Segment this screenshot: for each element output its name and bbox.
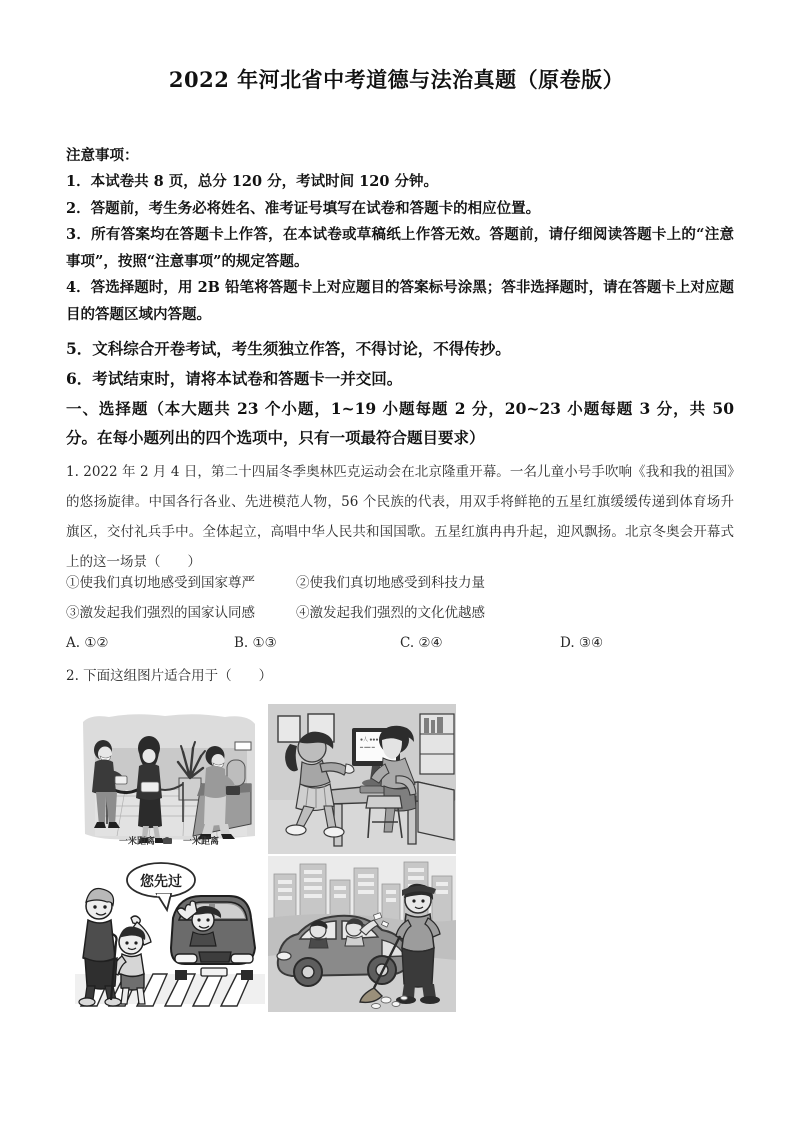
question-1-options [66, 630, 734, 656]
svg-text:●人 ●●●: ●人 ●●● [360, 737, 379, 743]
question-1-body: 1. 2022 年 2 月 4 日，第二十四届冬季奥林匹克运动会在北京隆重开幕。一名儿童小号手吹响《我和我的祖国》的悠扬旋律。中国各行各业、先进模范人物，56 个民族的代表，用双手将鲜艳的五星红旗缓缓传递到体育场升旗区，交付礼兵手中。全体起立，高唱中华人民共和国国歌。五星红旗冉冉升起，迎风飘扬。北京冬奥会开幕式上的这一场景（ ） [66, 464, 734, 570]
notice-item-5: 5．文科综合开卷考试，考生须独立作答，不得讨论，不得传抄。 [66, 339, 511, 358]
question-1-stem-row-1 [66, 568, 734, 598]
notice-block-secondary [66, 334, 734, 394]
question-1-stems [66, 568, 734, 628]
section-heading-multiple-choice: 一、选择题（本大题共 23 个小题，1~19 小题每题 2 分，20~23 小题每题 3 分，共 50 分。在每小题列出的四个选项中，只有一项最符合题目要求） [66, 399, 734, 447]
notice-item-3: 3．所有答案均在答题卡上作答，在本试卷或草稿纸上作答无效。答题前，请仔细阅读答题卡上的“注意事项”，按照“注意事项”的规定答题。 [66, 226, 734, 270]
question-1-stem-4: ④激发起我们强烈的文化优越感 [296, 605, 485, 621]
svg-text:一米距离: 一米距离 [183, 837, 220, 847]
question-2-figure [75, 704, 456, 1012]
svg-text:您先过: 您先过 [140, 874, 182, 890]
notice-item-2: 2．答题前，考生务必将姓名、准考证号填写在试卷和答题卡的相应位置。 [66, 199, 541, 217]
notice-heading: 注意事项： [66, 147, 139, 164]
question-1-option-d[interactable]: D. ③④ [560, 635, 604, 651]
question-1-stem-row-2 [66, 598, 734, 628]
figure-panel-girl-covering-eyes-at-computer [268, 704, 456, 854]
page-title: 2022 年河北省中考道德与法治真题（原卷版） [168, 67, 625, 92]
question-1-option-c[interactable]: C. ②④ [400, 635, 443, 651]
question-1-stem-1: ①使我们真切地感受到国家尊严 [66, 575, 255, 591]
question-1-stem-3: ③激发起我们强烈的国家认同感 [66, 605, 255, 621]
figure-panel-queue-one-meter-distance [75, 704, 265, 856]
figure-panel-driver-yields-at-crosswalk [75, 858, 265, 1012]
notice-item-6: 6．考试结束时，请将本试卷和答题卡一并交回。 [66, 369, 403, 388]
question-1-option-a[interactable]: A. ①② [66, 635, 109, 651]
svg-text:━ ━━ ━: ━ ━━ ━ [360, 745, 375, 751]
svg-text:一米距离: 一米距离 [119, 837, 156, 847]
notice-item-4: 4．答选择题时，用 2B 铅笔将答题卡上对应题目的答案标号涂黑；答非选择题时，请在答题卡上对应题目的答题区域内答题。 [66, 279, 734, 323]
notice-block [66, 143, 734, 328]
question-2-body: 2. 下面这组图片适合用于（ ） [66, 668, 273, 684]
question-1-option-b[interactable]: B. ①③ [234, 635, 277, 651]
notice-item-1: 1．本试卷共 8 页，总分 120 分，考试时间 120 分钟。 [66, 173, 438, 190]
question-1-stem-2: ②使我们真切地感受到科技力量 [296, 575, 485, 591]
figure-panel-littering-from-car [268, 856, 456, 1012]
